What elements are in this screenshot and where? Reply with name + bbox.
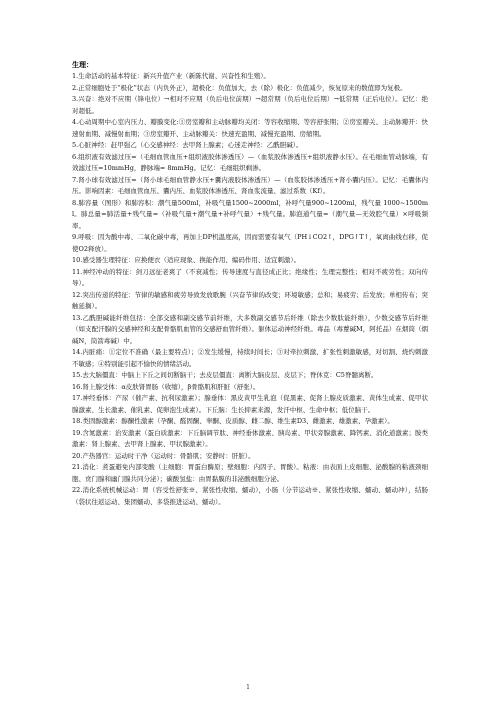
paragraph-11: 11.神经冲动的特征：剑刀远征老爽了（不衰减性；传导速度与直径成正比；绝缘性；生理完整性；相对不疲劳性；双向传导）。 bbox=[72, 267, 428, 287]
paragraph-18: 18.类固醇激素：醇酮性激素（孕酮、醛固酮、睾酮、皮质醇、雌二醇、维生素D3、雌激素、雄激素、孕激素）。 bbox=[72, 417, 394, 425]
paragraph-20: 20.产热器官：运动时干净（运动时：骨骼肌；安静时：肝脏）。 bbox=[72, 451, 255, 460]
paragraph-2: 2.正常细胞处于“极化”状态（内负外正），超极化：负值加大，去（除）极化：负值减少，恢复原来的数值即为复极。 bbox=[72, 83, 407, 92]
document-body bbox=[72, 59, 428, 508]
paragraph-21: 21.消化：煮蛋避免内部变酸（主细胞：胃蛋白酶原；壁细胞：内因子、胃酸）。粘液：由表面上皮细胞、泌酸腺的粘液颈细胞、贲门腺和幽门腺共同分泌）；碳酸氢盐：由胃黏膜的非泌酸细胞分泌。 bbox=[72, 463, 428, 483]
paragraph-9: 9.呼吸：因为酸中毒、二氧化碳中毒，再加上DP机温度高，因而需要有氧气（PH↓CO2↑，DPG↑T↑，氧离曲线右移，促使O2释放）。 bbox=[72, 233, 428, 253]
paragraph-6: 6.组织液有效滤过压=（毛细血管血压+组织液胶体渗透压）—（血浆胶体渗透压+组织液静水压）。在毛细血管动脉端，有效滤过压=10mmHg，静脉端= 8mmHg。记忆：毛细组织剩渗。 bbox=[72, 152, 428, 172]
paragraph-22: 22.消化系统机械运动：胃（容受性舒张※、紧张性收缩、蠕动），小肠（分节运动※、紧张性收缩、蠕动、蠕动冲），结肠（袋状往返运动、集团蠕动、多袋推进运动、蠕动）。 bbox=[72, 486, 428, 506]
paragraph-1: 1.生命活动的基本特征：新兴升值产业（新陈代谢、兴奋性和生殖）。 bbox=[72, 72, 270, 80]
paragraph-17: 17.神经垂体：产尿（催产素、抗利尿激素）；腺垂体：黑皮黄甲生乳泡（促黑素、促肾上腺皮质激素、黄体生成素、促甲状腺激素、生长激素、催乳素、促卵泡生成素）。下丘脑：生长抑素来源，发汗中枢、生命中枢；低位脑干。 bbox=[72, 394, 428, 414]
paragraph-14: 14.内脏痛：①定位不准确（最主要特点）；②发生缓慢，持续时间长；③对牵拉刺激、扩张性刺激敏感，对切割、烧灼刺激不敏感；④特别能引起不愉快的情绪活动。 bbox=[72, 348, 428, 368]
paragraph-7: 7.肾小球有效滤过压=（肾小球毛细血管静水压+囊内液胶体渗透压）—（血浆胶体渗透压+肾小囊内压）。记忆：毛囊体内压。影响因素：毛细血管血压、囊内压、血浆胶体渗透压、肾血浆流量、滤过系数（Kf）。 bbox=[72, 175, 428, 195]
paragraph-10: 10.感受器生理特征：应换便衣（适应现象、换能作用、编码作用、适宜刺激）。 bbox=[72, 256, 301, 264]
page-number: 1 bbox=[246, 684, 250, 691]
paragraph-5: 5.心脏神经：赶甲强乙（心交感神经：去甲肾上腺素；心迷走神经：乙酰胆碱）。 bbox=[72, 141, 303, 149]
section-heading: 生理： bbox=[72, 61, 93, 69]
paragraph-19: 19.含氮激素：治安激素（蛋白质激素：下丘脑调节肽、神经垂体激素、胰岛素、甲状旁腺激素、降钙素、消化道激素；胺类激素：肾上腺素、去甲肾上腺素、甲状腺激素）。 bbox=[72, 428, 428, 448]
paragraph-4: 4.心动周期中心室内压力、瓣膜变化:①房室瓣和主动脉瓣均关闭：等容收缩期、等容舒张期；②房室瓣关、主动脉瓣开：快速射血期、减慢射血期；③房室瓣开、主动脉瓣关：快速充盈期、减慢充盈期、房缩期。 bbox=[72, 118, 428, 138]
paragraph-13: 13.乙酰胆碱能纤维包括：全部交感和副交感节前纤维，大多数副交感节后纤维（除去少数肽能纤维），少数交感节后纤维（如支配汗腺的交感神经和支配骨骼肌血管的交感舒血管纤维）。躯体运动神经纤维。毒品（毒蕈碱M，阿托品）在烟筒（烟碱N，筒箭毒碱）中。 bbox=[72, 313, 428, 345]
paragraph-12: 12.突出传递的特征：节律的敏感和疲劳导致发放歌腕（兴奋节律的改变；环境敏感；总和；易疲劳；后发放；单相传布；突触延搁）。 bbox=[72, 290, 428, 310]
paragraph-8: 8.肺容量（图形）和肺容积：潮气量500ml，补吸气量1500~2000ml，补呼气量900~1200ml，残气量 1000~1500ml。肺总量=肺活量+残气量=（补吸气量+潮气量+补呼气量）+残气量。肺泡通气量=（潮气量—无效腔气量）×呼吸频率。 bbox=[72, 198, 428, 230]
paragraph-3: 3.兴奋：绝对不应期（锋电位）→相对不应期（负后电位前期）→超常期（负后电位后期）→低常期（正后电位）。记忆：绝对超低。 bbox=[72, 95, 428, 115]
paragraph-15: 15.去大脑僵直：中脑上下丘之间切断脑干；去皮层僵直：离断大脑皮层、皮层下；脊休克：C5脊髓离断。 bbox=[72, 371, 378, 379]
paragraph-16: 16.肾上腺受体：α皮肤肾胃肠（收缩），β骨骼肌和肝脏（舒张）。 bbox=[72, 382, 260, 391]
